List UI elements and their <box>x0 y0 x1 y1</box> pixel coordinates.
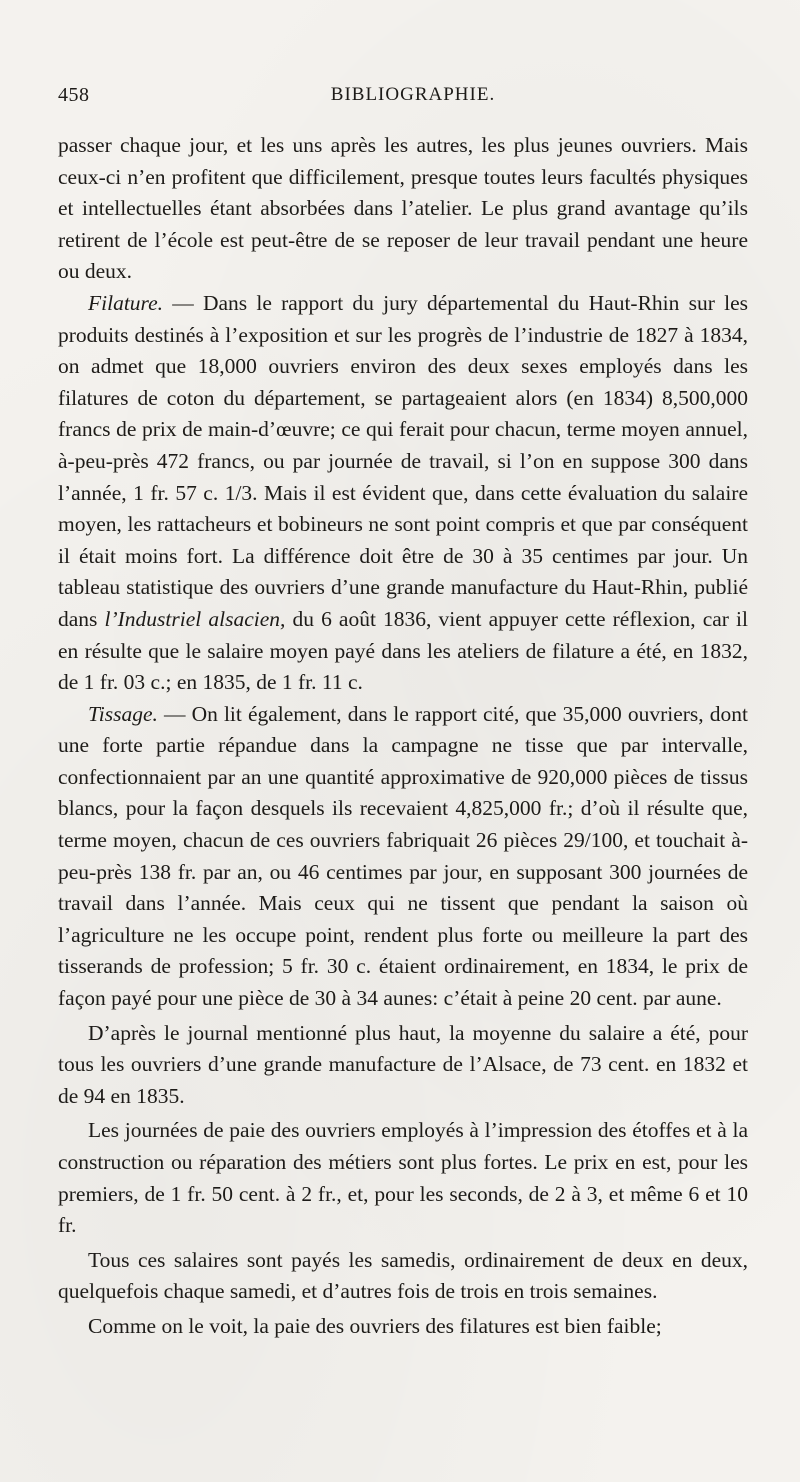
paragraph-filature <box>58 288 748 699</box>
running-title: BIBLIOGRAPHIE. <box>330 84 496 105</box>
page-header <box>58 84 748 116</box>
paragraph-continuation: passer chaque jour, et les uns après les autres, les plus jeunes ouvriers. Mais ceux-ci n’en profitent que difficilement, presque toutes leurs facultés physiques et intellectuelles étant absorbées dans l’atelier. Le plus grand avantage qu’ils retirent de l’école est peut-être de se reposer de leur travail pendant une heure ou deux. <box>58 133 748 284</box>
paragraph-journal: D’après le journal mentionné plus haut, la moyenne du salaire a été, pour tous les ouvriers d’une grande manufacture de l’Alsace, de 73 cent. en 1832 et de 94 en 1835. <box>58 1020 748 1108</box>
paragraph-salaires: Tous ces salaires sont payés les samedis, ordinairement de deux en deux, quelquefois chaque samedi, et d’autres fois de trois en trois semaines. <box>58 1247 748 1304</box>
section-lead-tissage: Tissage. <box>88 701 158 726</box>
filature-text-part1: — Dans le rapport du jury départemental du Haut-Rhin sur les produits destinés à l’exposition et sur les progrès de l’industrie de 1827 à 1834, on admet que 18,000 ouvriers environ des deux sexes employés dans les filatures de coton du département, se partageaient alors (en 1834) 8,500,000 francs de prix de main-d’œuvre; ce qui ferait pour chacun, terme moyen annuel, à-peu-près 472 francs, ou par journée de travail, si l’on en suppose 300 dans l’année, 1 fr. 57 c. 1/3. Mais il est évident que, dans cette évaluation du salaire moyen, les rattacheurs et bobineurs ne sont point compris et que par conséquent il était moins fort. La différence doit être de 30 à 35 centimes par jour. Un tableau statistique des ouvriers d’une grande manufacture du Haut-Rhin, publié dans <box>58 290 748 631</box>
paragraph-conclusion: Comme on le voit, la paie des ouvriers des filatures est bien faible; <box>88 1313 662 1338</box>
publication-title: l’Industriel alsacien, <box>104 606 286 631</box>
tissage-text: — On lit également, dans le rapport cité, que 35,000 ouvriers, dont une forte partie répandue dans la campagne ne tisse que par intervalle, confectionnaient par an une quantité approximative de 920,000 pièces de tissus blancs, pour la façon desquels ils recevaient 4,825,000 fr.; d’où il résulte que, terme moyen, chacun de ces ouvriers fabriquait 26 pièces 29/100, et touchait à-peu-près 138 fr. par an, ou 46 centimes par jour, en supposant 300 journées de travail dans l’année. Mais ceux qui ne tissent que pendant la saison où l’agriculture ne les occupe point, rendent plus forte ou meilleure la part des tisserands de profession; 5 fr. 30 c. étaient ordinairement, en 1834, le prix de façon payé pour une pièce de 30 à 34 aunes: c’était à peine 20 cent. par aune. <box>58 701 748 1011</box>
paragraph-tissage <box>58 699 748 1015</box>
paragraph-impression: Les journées de paie des ouvriers employés à l’impression des étoffes et à la construction ou réparation des métiers sont plus fortes. Le prix en est, pour les premiers, de 1 fr. 50 cent. à 2 fr., et, pour les seconds, de 2 à 3, et même 6 et 10 fr. <box>58 1118 748 1238</box>
body-text <box>58 130 748 1343</box>
filature-text-part2: du 6 août 1836, vient appuyer cette réflexion, car il en résulte que le salaire moyen payé dans les ateliers de filature a été, en 1832, de 1 fr. 03 c.; en 1835, de 1 fr. 11 c. <box>58 606 748 695</box>
section-lead-filature: Filature. <box>88 290 164 315</box>
page-number: 458 <box>58 84 90 106</box>
